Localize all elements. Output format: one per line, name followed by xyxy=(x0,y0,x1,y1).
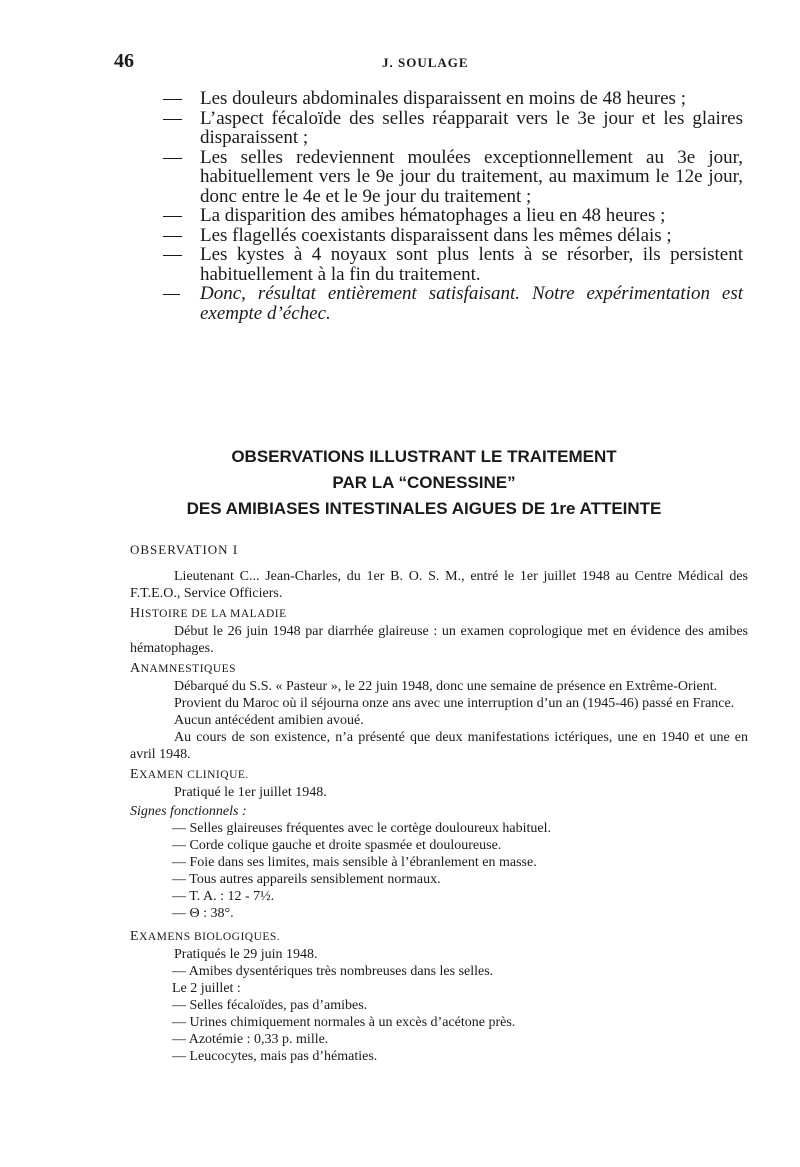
running-head: J. SOULAGE xyxy=(382,55,469,70)
histoire-heading: HISTOIRE DE LA MALADIE xyxy=(130,606,287,621)
bio-line: — Amibes dysentériques très nombreuses dans les selles. xyxy=(172,964,494,979)
anamnestiques-line: Provient du Maroc où il séjourna onze ans avec une interruption d’un an (1945-46) passé en France. xyxy=(174,696,735,711)
page-header xyxy=(114,50,744,74)
list-item: — Les flagellés coexistants disparaissent dans les mêmes délais ; xyxy=(163,224,672,246)
examen-heading: EXAMEN CLINIQUE. xyxy=(130,767,249,782)
list-item: — Les kystes à 4 noyaux sont plus lents à se résorber, ils persistent habituellement à la fin du traitement. xyxy=(163,244,743,285)
section-title xyxy=(114,444,734,522)
title-line-2: PAR LA “CONESSINE” xyxy=(332,473,516,492)
bio-line: — Urines chimiquement normales à un excès d’acétone près. xyxy=(172,1015,516,1030)
signes-line: — Foie dans ses limites, mais sensible à l’ébranlement en masse. xyxy=(172,855,537,870)
page-number: 46 xyxy=(114,50,134,72)
signes-line: — T. A. : 12 - 7½. xyxy=(172,889,275,904)
anamnestiques-line: Aucun antécédent amibien avoué. xyxy=(174,713,364,728)
bio-line: — Leucocytes, mais pas d’hématies. xyxy=(172,1049,378,1064)
anamnestiques-heading: ANAMNESTIQUES xyxy=(130,661,237,676)
list-item: — La disparition des amibes hématophages a lieu en 48 heures ; xyxy=(163,205,666,226)
list-item: — L’aspect fécaloïde des selles réapparait vers le 3e jour et les glaires disparaissent ; xyxy=(163,107,743,148)
title-line-1: OBSERVATIONS ILLUSTRANT LE TRAITEMENT xyxy=(231,447,617,466)
results-list xyxy=(163,89,743,323)
observation-body xyxy=(130,541,748,1065)
bio-date-2: Le 2 juillet : xyxy=(172,981,241,996)
histoire-text: Début le 26 juin 1948 par diarrhée glaireuse : un examen coprologique met en évidence des amibes hématophages. xyxy=(130,624,748,656)
signes-heading: Signes fonctionnels : xyxy=(130,804,247,819)
observation-heading: OBSERVATION I xyxy=(130,542,239,557)
observation-intro: Lieutenant C... Jean-Charles, du 1er B. O. S. M., entré le 1er juillet 1948 au Centre Médical des F.T.E.O., Service Officiers. xyxy=(130,569,748,601)
anamnestiques-line: Débarqué du S.S. « Pasteur », le 22 juin 1948, donc une semaine de présence en Extrême-Orient. xyxy=(174,679,718,694)
signes-line: — Selles glaireuses fréquentes avec le cortège douloureux habituel. xyxy=(172,821,552,836)
signes-line: — Tous autres appareils sensiblement normaux. xyxy=(172,872,441,887)
list-item: — Les douleurs abdominales disparaissent en moins de 48 heures ; xyxy=(163,88,686,109)
list-item: — Les selles redeviennent moulées exceptionnellement au 3e jour, habituellement vers le 9e jour du traitement, au maximum le 12e jour, donc entre le 4e et le 9e jour du traitement ; xyxy=(163,146,743,207)
signes-line: — Corde colique gauche et droite spasmée et douloureuse. xyxy=(172,838,502,853)
examen-date: Pratiqué le 1er juillet 1948. xyxy=(174,785,327,800)
conclusion-item: — Donc, résultat entièrement satisfaisant. Notre expérimentation est exempte d’échec. xyxy=(163,283,743,324)
title-line-3: DES AMIBIASES INTESTINALES AIGUES DE 1re ATTEINTE xyxy=(186,499,662,518)
anamnestiques-line: Au cours de son existence, n’a présenté que deux manifestations ictériques, une en 1940 et une en avril 1948. xyxy=(130,730,748,762)
bio-line: — Azotémie : 0,33 p. mille. xyxy=(172,1032,329,1047)
bio-heading: EXAMENS BIOLOGIQUES. xyxy=(130,929,281,944)
bio-date: Pratiqués le 29 juin 1948. xyxy=(174,947,318,962)
bio-line: — Selles fécaloïdes, pas d’amibes. xyxy=(172,998,368,1013)
signes-line: — Θ : 38°. xyxy=(172,906,234,921)
